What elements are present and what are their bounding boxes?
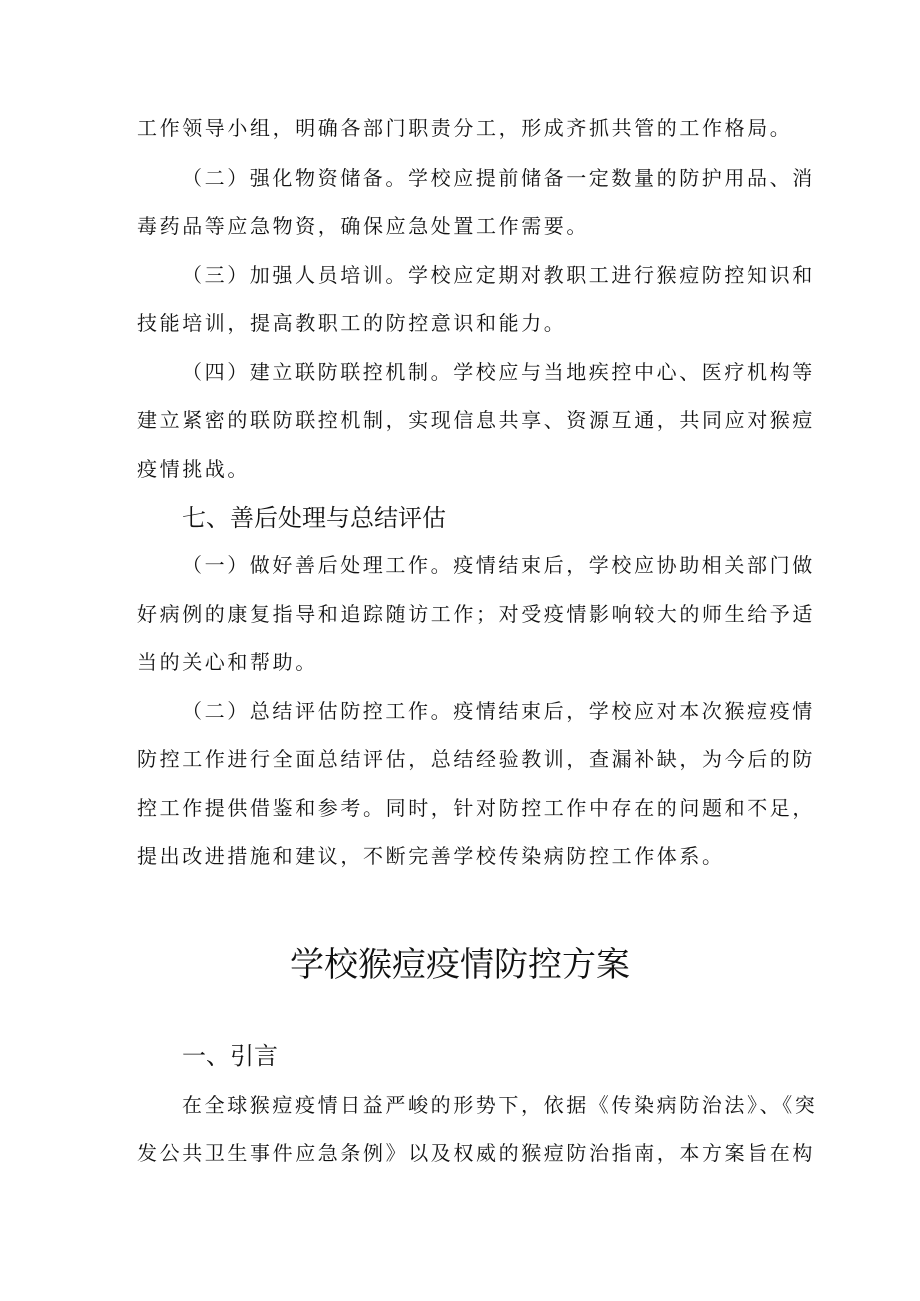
text-line: 防控工作进行全面总结评估，总结经验教训，查漏补缺，为今后的防 (137, 747, 815, 771)
text-line: 控工作提供借鉴和参考。同时，针对防控工作中存在的问题和不足， (137, 796, 815, 820)
text-line: （二）总结评估防控工作。疫情结束后，学校应对本次猴痘疫情 (182, 699, 815, 723)
text-line: 好病例的康复指导和追踪随访工作；对受疫情影响较大的师生给予适 (137, 602, 815, 626)
text-line: （三）加强人员培训。学校应定期对教职工进行猴痘防控知识和 (182, 263, 815, 287)
text-line: 建立紧密的联防联控机制，实现信息共享、资源互通，共同应对猴痘 (137, 408, 815, 432)
text-line: 当的关心和帮助。 (137, 650, 318, 674)
text-line: 提出改进措施和建议，不断完善学校传染病防控工作体系。 (137, 844, 725, 868)
text-line: （一）做好善后处理工作。疫情结束后，学校应协助相关部门做 (182, 553, 815, 577)
section-heading: 一、引言 (182, 1042, 278, 1070)
text-line: 毒药品等应急物资，确保应急处置工作需要。 (137, 214, 589, 238)
text-line: （四）建立联防联控机制。学校应与当地疾控中心、医疗机构等 (182, 360, 815, 384)
document-title: 学校猴痘疫情防控方案 (290, 945, 630, 985)
text-line: 工作领导小组，明确各部门职责分工，形成齐抓共管的工作格局。 (137, 116, 793, 140)
section-heading: 七、善后处理与总结评估 (182, 504, 446, 532)
text-line: 技能培训，提高教职工的防控意识和能力。 (137, 311, 567, 335)
text-line: 疫情挑战。 (137, 457, 250, 481)
text-line: （二）强化物资储备。学校应提前储备一定数量的防护用品、消 (182, 166, 815, 190)
text-line: 在全球猴痘疫情日益严峻的形势下，依据《传染病防治法》、《突 (182, 1093, 818, 1117)
text-line: 发公共卫生事件应急条例》以及权威的猴痘防治指南，本方案旨在构 (137, 1141, 815, 1165)
